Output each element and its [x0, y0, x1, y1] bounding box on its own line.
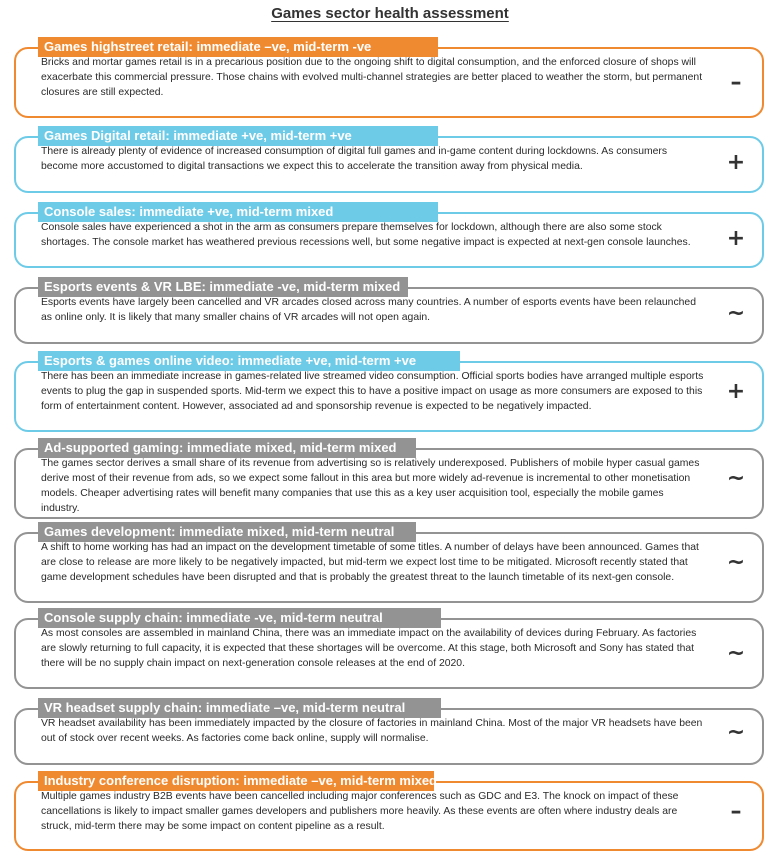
tilde-icon: ~: [726, 720, 746, 745]
card-industry-conference-disruption: [14, 771, 764, 851]
card-vr-headset-supply-chain: [14, 698, 764, 765]
card-text: A shift to home working has had an impact on the development timetable of some titles. A number of delays have been announced. Games that are close to release are more likely to be negatively impacted, but mid-term we expect lost time to be mitigated. Microsoft recently stated that game development schedules have been disrupted and that is probably the greatest threat to the launch timetable of its next-gen console.: [41, 542, 699, 583]
card-text: Esports events have largely been cancelled and VR arcades closed across many countries. A number of esports events have been relaunched as online only. It is likely that many smaller chains of VR arcades will not open again.: [41, 297, 696, 323]
card-text: There has been an immediate increase in games-related live streamed video consumption. Official sports bodies have arranged multiple esports events to plug the gap in suspended sports. Mid-term we expect this to have a positive impact on usage as more consumers are exposed to this form of entertainment content. However, associated ad and sponsorship revenue is expected to be negatively impacted.: [41, 371, 704, 412]
card-heading: Games development: immediate mixed, mid-term neutral: [38, 522, 416, 542]
card-text: There is already plenty of evidence of increased consumption of digital full games and in-game content during lockdowns. As consumers become more accustomed to digital transactions we expect this to accelerate the transition away from physical media.: [41, 146, 668, 172]
card-games-highstreet-retail: [14, 37, 764, 118]
card-esports-games-online-video: [14, 351, 764, 432]
card-text: VR headset availability has been immediately impacted by the closure of factories in mainland China. Most of the major VR headsets have been out of stock over recent weeks. As factories come back online, supply will normalise.: [41, 718, 703, 744]
minus-icon: –: [730, 70, 742, 95]
tilde-icon: ~: [726, 301, 746, 326]
card-text: Bricks and mortar games retail is in a precarious position due to the ongoing shift to digital consumption, and the enforced closure of shops will exacerbate this commercial pressure. Those chains with evolved multi-channel strategies are better placed to weather the storm, but permanent closures are still expected.: [41, 57, 703, 98]
card-heading: Industry conference disruption: immediate –ve, mid-term mixed: [38, 771, 434, 791]
card-heading: Games Digital retail: immediate +ve, mid-term +ve: [38, 126, 438, 146]
card-heading: Esports events & VR LBE: immediate -ve, mid-term mixed: [38, 277, 408, 297]
card-heading: Console sales: immediate +ve, mid-term mixed: [38, 202, 438, 222]
plus-icon: +: [726, 150, 746, 175]
card-esports-events-vr-lbe: [14, 277, 764, 344]
plus-icon: +: [726, 226, 746, 251]
card-games-digital-retail: [14, 126, 764, 193]
card-text: Multiple games industry B2B events have been cancelled including major conferences such as GDC and E3. The knock on impact of these cancellations is likely to impact smaller games developers and publishers more heavily. As these events are often where industry deals are struck, mid-term there may be some impact on content pipeline as a result.: [41, 791, 679, 832]
card-heading: Esports & games online video: immediate +ve, mid-term +ve: [38, 351, 460, 371]
tilde-icon: ~: [726, 641, 746, 666]
card-heading: Games highstreet retail: immediate –ve, mid-term -ve: [38, 37, 438, 57]
card-text: Console sales have experienced a shot in the arm as consumers prepare themselves for lockdown, although there are also some stock shortages. The console market has weathered previous recessions well, but some negative impact is expected at next-gen console launches.: [41, 222, 691, 248]
card-heading: VR headset supply chain: immediate –ve, mid-term neutral: [38, 698, 441, 718]
card-text: The games sector derives a small share of its revenue from advertising so is relatively underexposed. Publishers of mobile hyper casual games derive most of their revenue from ads, so we expect some fallout in this area but more widely ad-revenue is incremental to other monetisation models. Cheaper advertising rates will benefit many companies that use this as a key user acquisition tool, especially the mobile games industry.: [41, 458, 700, 514]
card-games-development: [14, 522, 764, 603]
minus-icon: –: [730, 799, 742, 824]
card-console-sales: [14, 202, 764, 268]
tilde-icon: ~: [726, 550, 746, 575]
card-heading: Ad-supported gaming: immediate mixed, mid-term mixed: [38, 438, 416, 458]
card-console-supply-chain: [14, 608, 764, 689]
plus-icon: +: [726, 379, 746, 404]
page-title: Games sector health assessment: [271, 5, 509, 22]
card-heading: Console supply chain: immediate -ve, mid-term neutral: [38, 608, 441, 628]
card-text: As most consoles are assembled in mainland China, there was an immediate impact on the availability of devices during February. As factories are slowly returning to full capacity, it is expected that these shortages will be overcome. At this stage, both Microsoft and Sony has stated that there will be no supply chain impact on next-generation console releases at the end of 2020.: [41, 628, 697, 669]
tilde-icon: ~: [726, 466, 746, 491]
card-ad-supported-gaming: [14, 438, 764, 519]
